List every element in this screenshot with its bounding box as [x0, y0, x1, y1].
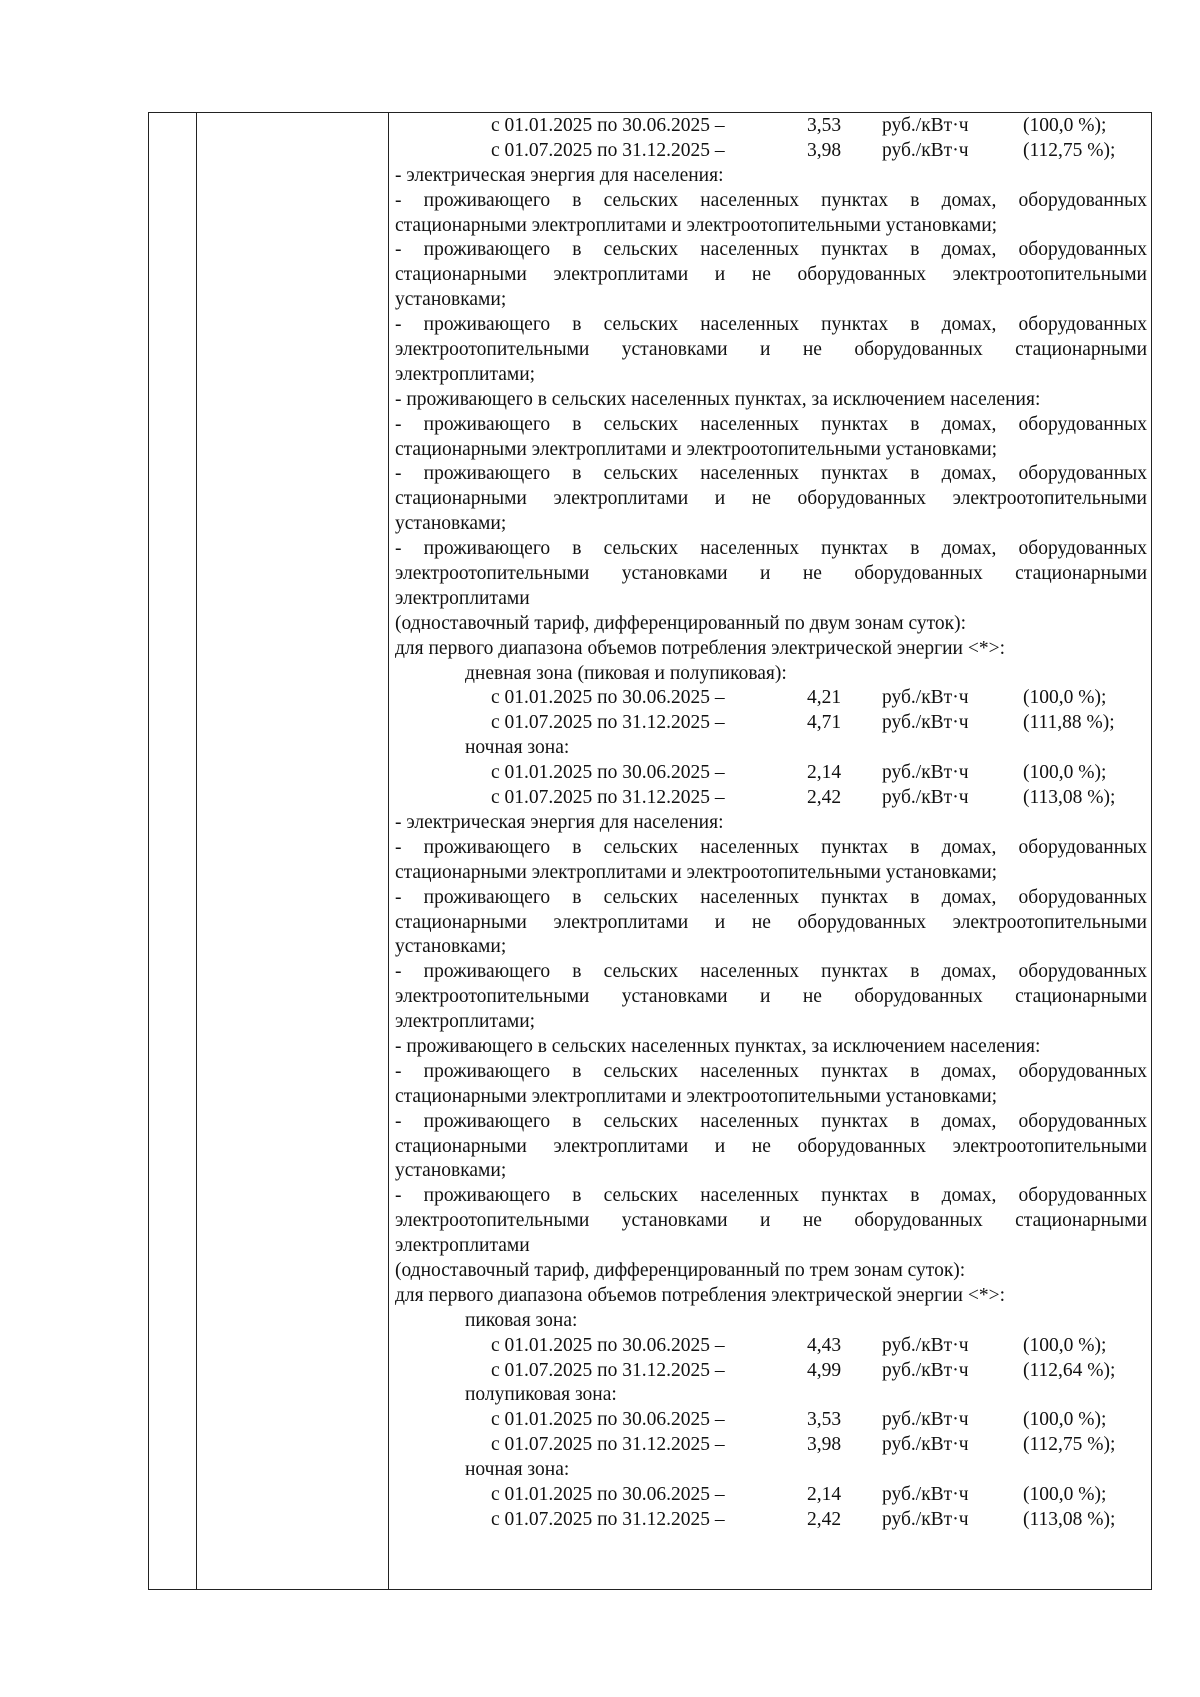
text-line: - проживающего в сельских населенных пунктах, за исключением населения: — [395, 388, 1041, 410]
tariff-table — [148, 112, 1152, 1590]
text-line: - проживающего в сельских населенных пунктах в домах, оборудованных — [395, 463, 1147, 485]
tariff-rate-row — [395, 1408, 1147, 1433]
rate-unit: руб./кВт·ч — [882, 687, 969, 709]
rate-period: с 01.07.2025 по 31.12.2025 – — [491, 1434, 725, 1456]
rate-period: с 01.01.2025 по 30.06.2025 – — [491, 687, 725, 709]
rate-value: 3,53 — [807, 1409, 842, 1431]
tariff-rate-row — [395, 1508, 1147, 1533]
rate-percent: (100,0 %); — [1023, 115, 1107, 136]
text-line: стационарными электроплитами и не оборудованных электроотопительными — [395, 488, 1147, 510]
text-line: установками; — [395, 513, 507, 535]
text-line: - электрическая энергия для населения: — [395, 811, 724, 833]
rate-period: с 01.07.2025 по 31.12.2025 – — [491, 1508, 725, 1530]
rate-period: с 01.07.2025 по 31.12.2025 – — [491, 139, 725, 161]
rate-percent: (113,08 %); — [1023, 787, 1116, 809]
text-line: электроотопительными установками и не оборудованных стационарными — [395, 1210, 1147, 1232]
text-line: стационарными электроплитами и не оборудованных электроотопительными — [395, 911, 1147, 933]
rate-percent: (112,75 %); — [1023, 139, 1116, 161]
tariff-text-cell — [395, 114, 1147, 1533]
text-line: - проживающего в сельских населенных пунктах в домах, оборудованных — [395, 1185, 1147, 1207]
tariff-rate-row — [395, 686, 1147, 711]
text-line: для первого диапазона объемов потребления электрической энергии <*>: — [395, 637, 1006, 659]
rate-value: 4,99 — [807, 1359, 842, 1381]
rate-percent: (112,75 %); — [1023, 1434, 1116, 1456]
table-column-divider — [196, 113, 197, 1589]
text-line: электроплитами — [395, 587, 530, 609]
text-line: - проживающего в сельских населенных пунктах в домах, оборудованных — [395, 961, 1147, 983]
rate-period: с 01.01.2025 по 30.06.2025 – — [491, 1334, 725, 1356]
text-line: стационарными электроплитами и электроотопительными установками; — [395, 861, 998, 883]
text-line: установками; — [395, 1160, 507, 1182]
rate-period: с 01.07.2025 по 31.12.2025 – — [491, 712, 725, 734]
text-line: стационарными электроплитами и электроотопительными установками; — [395, 214, 998, 236]
rate-period: с 01.07.2025 по 31.12.2025 – — [491, 787, 725, 809]
rate-value: 4,71 — [807, 712, 842, 734]
rate-unit: руб./кВт·ч — [882, 1409, 969, 1431]
text-line: электроотопительными установками и не оборудованных стационарными — [395, 563, 1147, 585]
rate-value: 3,98 — [807, 1434, 842, 1456]
zone-heading: ночная зона: — [465, 737, 570, 759]
tariff-rate-row — [395, 114, 1147, 139]
tariff-rate-row — [395, 139, 1147, 164]
rate-value: 2,14 — [807, 762, 842, 784]
text-line: стационарными электроплитами и электроотопительными установками; — [395, 438, 998, 460]
rate-percent: (100,0 %); — [1023, 762, 1107, 784]
rate-unit: руб./кВт·ч — [882, 1334, 969, 1356]
tariff-rate-row — [395, 1433, 1147, 1458]
rate-unit: руб./кВт·ч — [882, 1434, 969, 1456]
zone-heading: дневная зона (пиковая и полупиковая): — [465, 662, 787, 684]
rate-period: с 01.01.2025 по 30.06.2025 – — [491, 1409, 725, 1431]
zone-heading: полупиковая зона: — [465, 1384, 617, 1406]
text-line: электроплитами — [395, 1235, 530, 1257]
rate-unit: руб./кВт·ч — [882, 762, 969, 784]
rate-unit: руб./кВт·ч — [882, 1359, 969, 1381]
rate-unit: руб./кВт·ч — [882, 712, 969, 734]
rate-unit: руб./кВт·ч — [882, 1508, 969, 1530]
text-line: для первого диапазона объемов потребления электрической энергии <*>: — [395, 1284, 1006, 1306]
text-line: - проживающего в сельских населенных пунктах в домах, оборудованных — [395, 314, 1147, 336]
tariff-rate-row — [395, 786, 1147, 811]
rate-percent: (111,88 %); — [1023, 712, 1115, 734]
text-line: - проживающего в сельских населенных пунктах в домах, оборудованных — [395, 1060, 1147, 1082]
rate-percent: (100,0 %); — [1023, 1409, 1107, 1431]
text-line: - проживающего в сельских населенных пунктах в домах, оборудованных — [395, 836, 1147, 858]
text-line: стационарными электроплитами и не оборудованных электроотопительными — [395, 1135, 1147, 1157]
text-line: - проживающего в сельских населенных пунктах в домах, оборудованных — [395, 886, 1147, 908]
text-line: стационарными электроплитами и не оборудованных электроотопительными — [395, 264, 1147, 286]
rate-period: с 01.01.2025 по 30.06.2025 – — [491, 762, 725, 784]
table-column-divider — [388, 113, 389, 1589]
rate-unit: руб./кВт·ч — [882, 139, 969, 161]
text-line: - проживающего в сельских населенных пунктах в домах, оборудованных — [395, 1110, 1147, 1132]
text-line: (одноставочный тариф, дифференцированный по двум зонам суток): — [395, 612, 966, 634]
rate-percent: (112,64 %); — [1023, 1359, 1116, 1381]
zone-heading: пиковая зона: — [465, 1309, 578, 1331]
tariff-rate-row — [395, 711, 1147, 736]
text-line: - проживающего в сельских населенных пунктах в домах, оборудованных — [395, 189, 1147, 211]
rate-unit: руб./кВт·ч — [882, 787, 969, 809]
text-line: электроплитами; — [395, 363, 536, 385]
text-line: электроплитами; — [395, 1011, 536, 1033]
text-line: - проживающего в сельских населенных пунктах в домах, оборудованных — [395, 413, 1147, 435]
tariff-rate-row — [395, 761, 1147, 786]
text-line: установками; — [395, 936, 507, 958]
text-line: установками; — [395, 289, 507, 311]
rate-value: 4,43 — [807, 1334, 842, 1356]
text-line: электроотопительными установками и не оборудованных стационарными — [395, 339, 1147, 361]
text-line: (одноставочный тариф, дифференцированный по трем зонам суток): — [395, 1259, 966, 1281]
rate-value: 4,21 — [807, 687, 842, 709]
rate-period: с 01.01.2025 по 30.06.2025 – — [491, 1483, 725, 1505]
text-line: стационарными электроплитами и электроотопительными установками; — [395, 1085, 998, 1107]
text-line: - проживающего в сельских населенных пунктах, за исключением населения: — [395, 1035, 1041, 1057]
rate-value: 3,53 — [807, 115, 842, 136]
rate-value: 2,14 — [807, 1483, 842, 1505]
tariff-rate-row — [395, 1483, 1147, 1508]
rate-percent: (100,0 %); — [1023, 1334, 1107, 1356]
text-line: - электрическая энергия для населения: — [395, 164, 724, 186]
rate-value: 2,42 — [807, 1508, 842, 1530]
rate-period: с 01.01.2025 по 30.06.2025 – — [491, 115, 725, 136]
rate-value: 3,98 — [807, 139, 842, 161]
zone-heading: ночная зона: — [465, 1459, 570, 1481]
rate-percent: (100,0 %); — [1023, 687, 1107, 709]
rate-value: 2,42 — [807, 787, 842, 809]
rate-unit: руб./кВт·ч — [882, 1483, 969, 1505]
rate-percent: (100,0 %); — [1023, 1483, 1107, 1505]
tariff-rate-row — [395, 1359, 1147, 1384]
text-line: - проживающего в сельских населенных пунктах в домах, оборудованных — [395, 538, 1147, 560]
text-line: электроотопительными установками и не оборудованных стационарными — [395, 986, 1147, 1008]
rate-percent: (113,08 %); — [1023, 1508, 1116, 1530]
text-line: - проживающего в сельских населенных пунктах в домах, оборудованных — [395, 239, 1147, 261]
rate-unit: руб./кВт·ч — [882, 115, 969, 136]
tariff-rate-row — [395, 1334, 1147, 1359]
rate-period: с 01.07.2025 по 31.12.2025 – — [491, 1359, 725, 1381]
